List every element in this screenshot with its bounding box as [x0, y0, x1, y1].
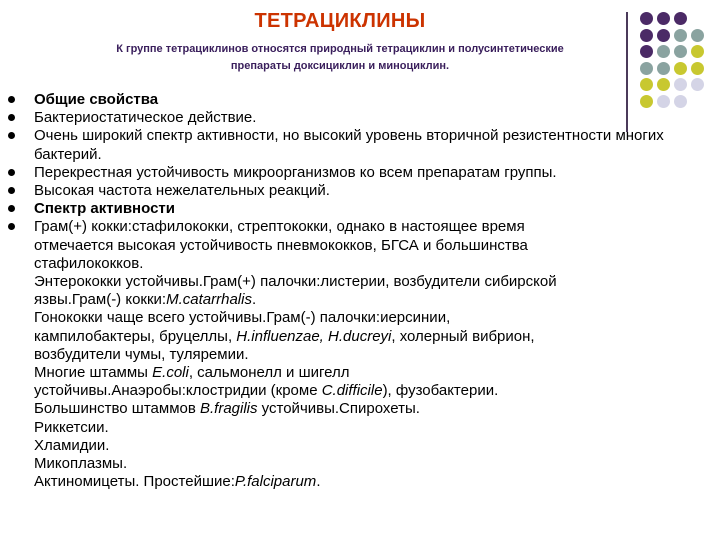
subtitle-line-2: препараты доксициклин и миноциклин. [230, 60, 450, 72]
decorative-dot [657, 45, 670, 58]
list-item [8, 91, 708, 109]
list-item-text: Бактериостатическое действие. [34, 109, 257, 127]
decorative-dot [640, 78, 653, 91]
spectrum-line [34, 382, 708, 400]
bullet-icon [8, 96, 15, 103]
organism-name: M.catarrhalis [166, 291, 252, 309]
decorative-dot [640, 45, 653, 58]
spectrum-item [8, 218, 708, 491]
spectrum-line: Хламидии. [34, 436, 110, 454]
bullet-icon [8, 132, 15, 139]
decorative-dot [674, 78, 687, 91]
organism-name: P.falciparum [234, 473, 317, 491]
spectrum-line: возбудители чумы, туляремии. [34, 345, 249, 363]
decorative-dot [691, 62, 704, 75]
spectrum-line: отмечается высокая устойчивость пневмококков, БГСА и большинства [34, 236, 528, 254]
decorative-dot [691, 29, 704, 42]
decorative-dot [657, 62, 670, 75]
bullet-icon [8, 169, 15, 176]
list-item-text: Перекрестная устойчивость микроорганизмов ко всем препаратам группы. [34, 163, 557, 181]
list-item-text: Очень широкий спектр активности, но высокий уровень вторичной резистентности многих бактерий. [34, 127, 664, 163]
bullet-icon [8, 187, 15, 194]
spectrum-text: Актиномицеты. Простейшие: [34, 473, 235, 491]
spectrum-text: Многие штаммы [34, 364, 153, 382]
spectrum-line: стафилококков. [34, 254, 144, 272]
organism-name: C.difficile [321, 382, 383, 400]
spectrum-text: . [251, 291, 257, 309]
spectrum-line: Энтерококки устойчивы.Грам(+) палочки:листерии, возбудители сибирской [34, 273, 557, 291]
list-item [8, 200, 708, 218]
decorative-dot [640, 62, 653, 75]
list-item [8, 127, 708, 163]
list-item-text: Высокая частота нежелательных реакций. [34, 182, 330, 200]
spectrum-text: . [316, 473, 321, 491]
organism-name: E.coli [152, 364, 189, 382]
spectrum-line [34, 400, 708, 418]
decorative-dot [674, 29, 687, 42]
spectrum-line [34, 328, 708, 346]
list-item [8, 109, 708, 127]
decorative-dot [640, 29, 653, 42]
list-item-text: Спектр активности [34, 200, 175, 218]
spectrum-line: Микоплазмы. [34, 455, 128, 473]
list-item-text: Общие свойства [34, 91, 159, 108]
organism-name: B.fragilis [199, 400, 258, 418]
spectrum-text: устойчивы.Анаэробы:клостридии (кроме [34, 382, 322, 400]
organism-name: H.influenzae, H.ducreyi [236, 327, 392, 345]
decorative-dot [657, 29, 670, 42]
decorative-dot [657, 78, 670, 91]
spectrum-text: , холерный вибрион, [391, 327, 535, 345]
list-item [8, 182, 708, 200]
spectrum-line: Риккетсии. [34, 418, 109, 436]
spectrum-text: ), фузобактерии. [382, 382, 499, 400]
spectrum-line [34, 291, 708, 309]
decorative-dot [674, 45, 687, 58]
slide-title: ТЕТРАЦИКЛИНЫ [254, 10, 426, 32]
decorative-dot [640, 12, 653, 25]
spectrum-line [34, 364, 708, 382]
decorative-dot [691, 78, 704, 91]
subtitle-line-1: К группе тетрациклинов относятся природный тетрациклин и полусинтетические [116, 43, 564, 55]
spectrum-line: Грам(+) кокки:стафилококки, стрептококки, однако в настоящее время [34, 218, 525, 236]
decorative-dot [674, 62, 687, 75]
spectrum-text: Большинство штаммов [34, 400, 200, 418]
spectrum-line: Гонококки чаще всего устойчивы.Грам(-) палочки:иерсинии, [34, 309, 451, 327]
bullet-icon [8, 114, 15, 121]
decorative-dot [691, 45, 704, 58]
spectrum-text: кампилобактеры, бруцеллы, [34, 327, 237, 345]
slide-subtitle [40, 41, 640, 75]
bullet-icon [8, 223, 15, 230]
decorative-dot [657, 12, 670, 25]
list-item [8, 164, 708, 182]
bullet-list [8, 91, 708, 491]
spectrum-text: , сальмонелл и шигелл [188, 364, 350, 382]
bullet-icon [8, 205, 15, 212]
spectrum-text: язвы.Грам(-) кокки: [34, 291, 167, 309]
decorative-dot [674, 12, 687, 25]
spectrum-line [34, 473, 708, 491]
spectrum-text: устойчивы.Спирохеты. [257, 400, 420, 418]
